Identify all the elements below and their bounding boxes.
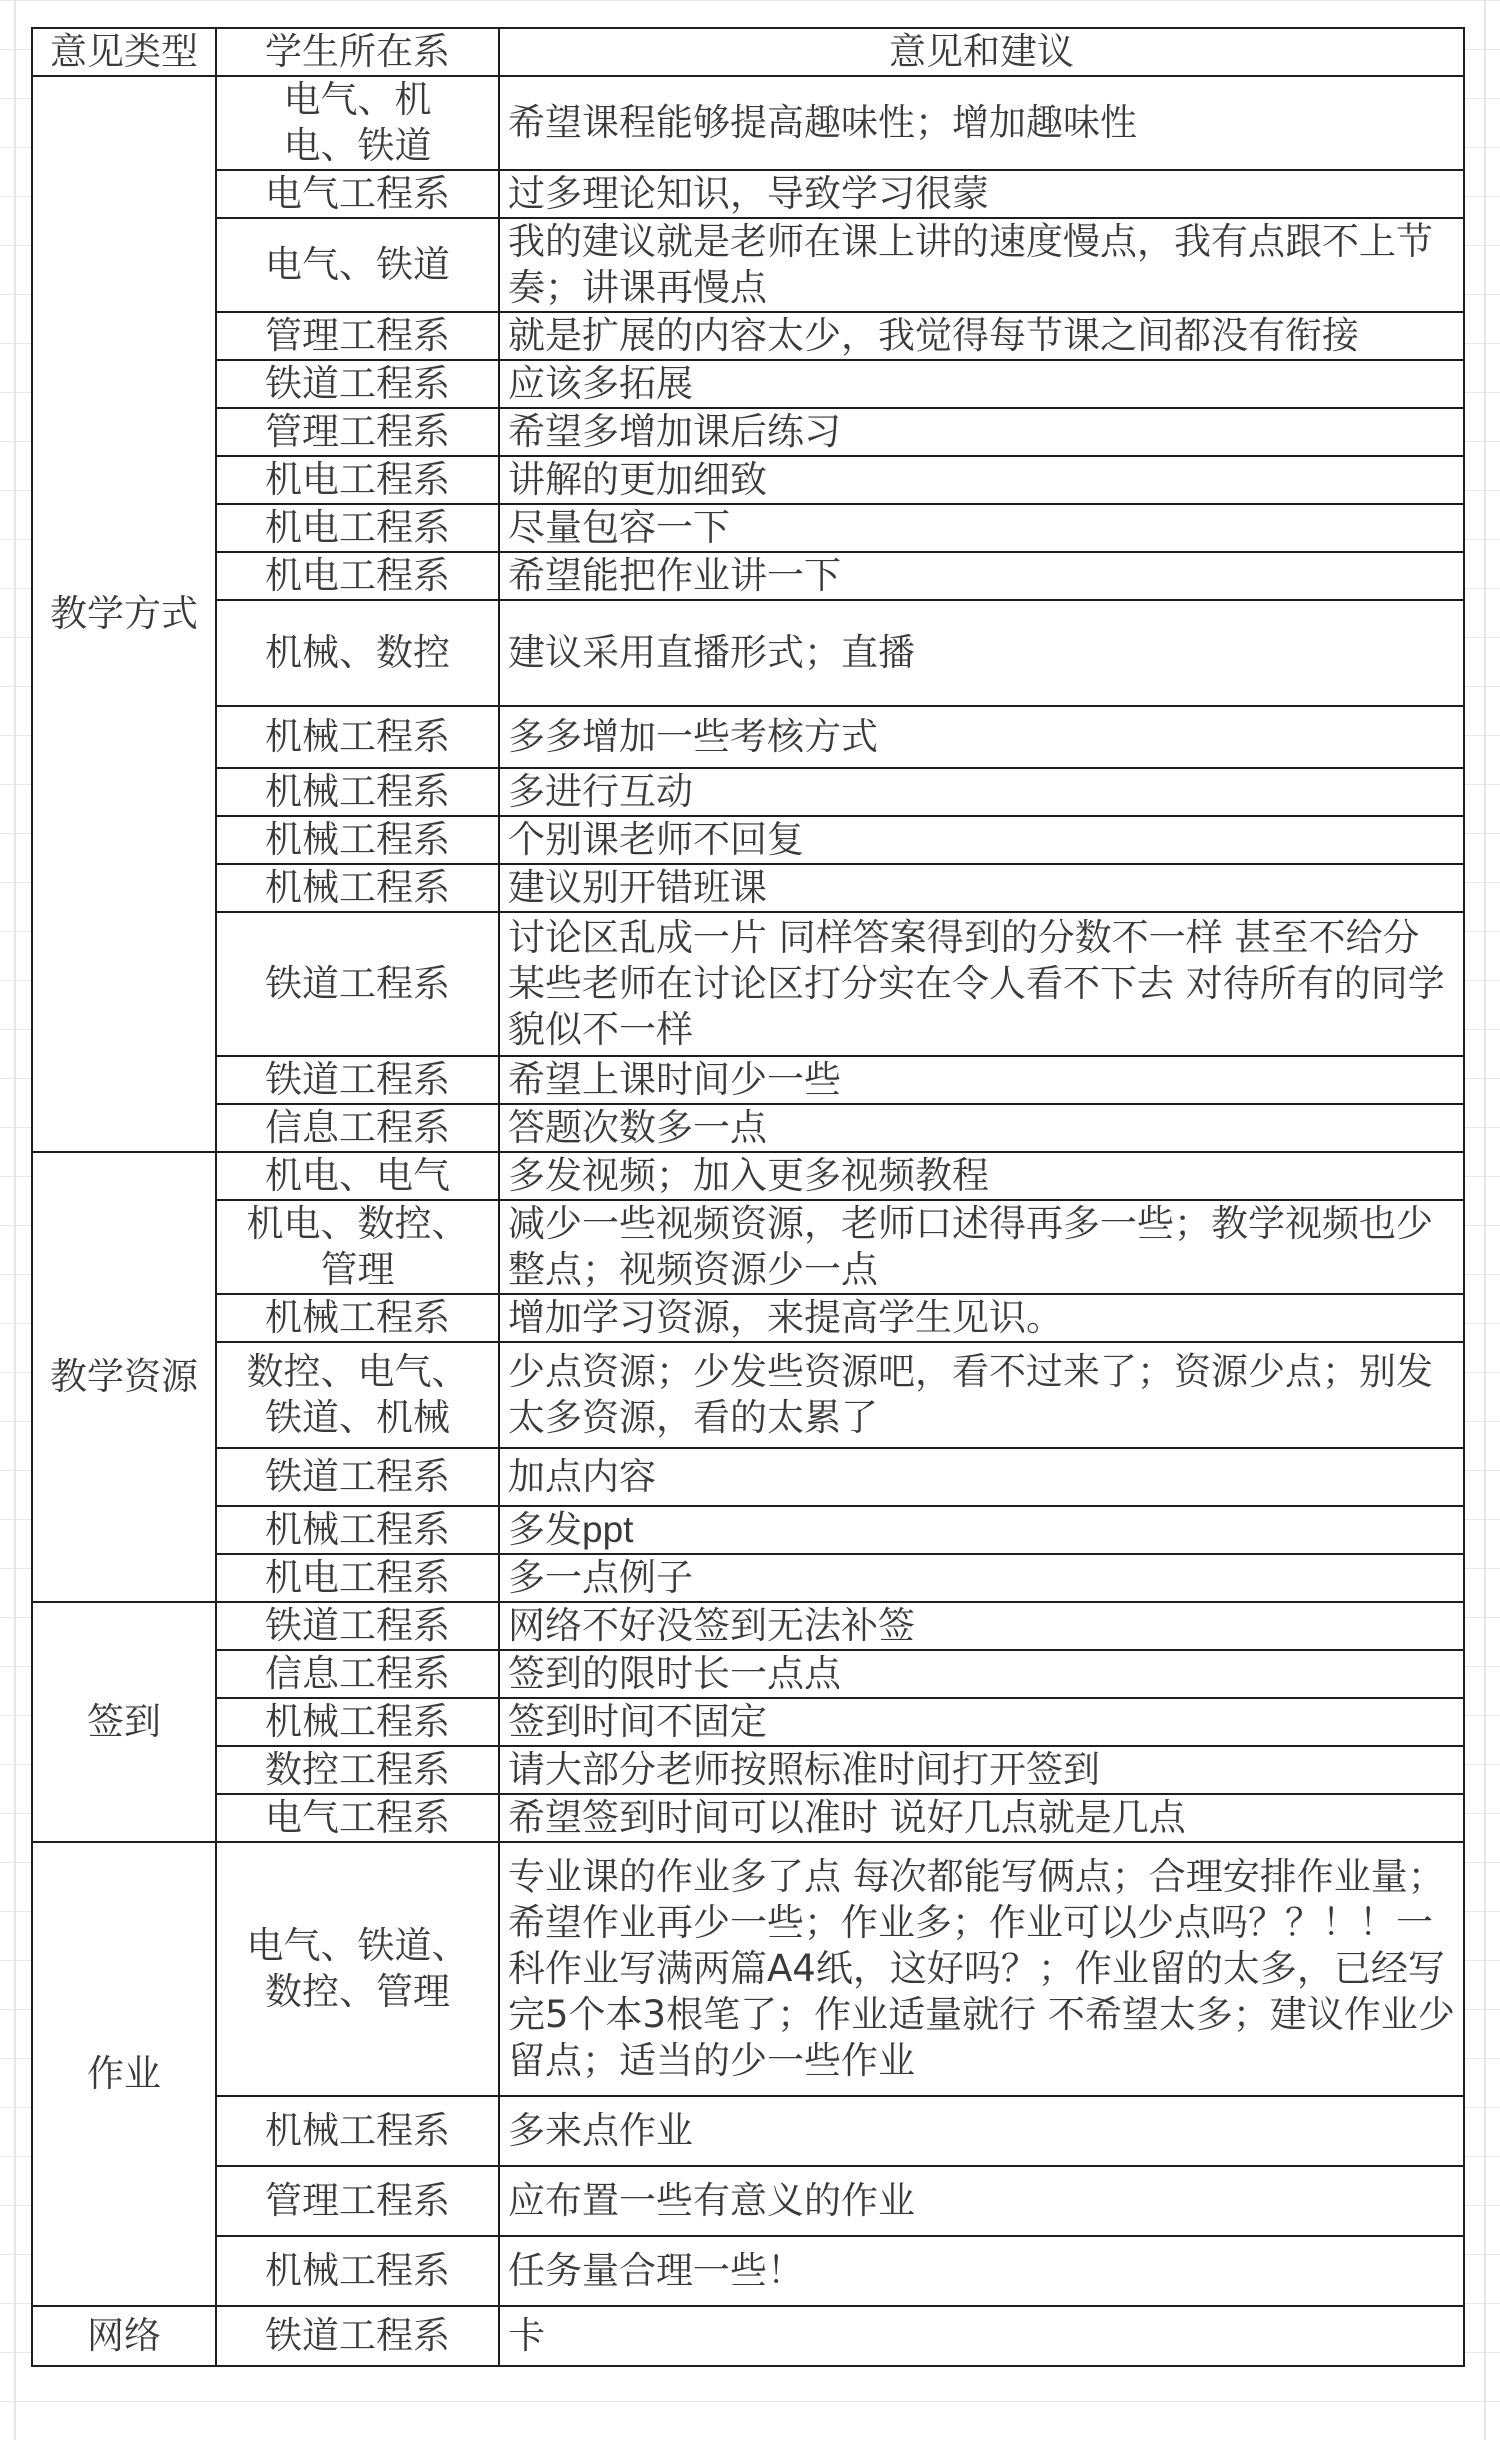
department-text: 管理工程系 bbox=[265, 2179, 450, 2222]
table-row bbox=[32, 816, 1464, 864]
opinion-text-cell bbox=[499, 768, 1464, 816]
department-cell bbox=[216, 504, 499, 552]
department-text: 机电、电气 bbox=[265, 1154, 450, 1197]
opinion-text-cell bbox=[499, 2166, 1464, 2236]
opinion-text: 希望能把作业讲一下 bbox=[508, 554, 841, 597]
table-row bbox=[32, 76, 1464, 170]
opinion-text-cell bbox=[499, 816, 1464, 864]
sheet-gridline bbox=[14, 0, 16, 2440]
feedback-table bbox=[31, 27, 1465, 2367]
department-text: 数控、电气、铁道、机械 bbox=[246, 1350, 469, 1439]
opinion-text-cell bbox=[499, 1448, 1464, 1506]
opinion-text: 希望上课时间少一些 bbox=[508, 1058, 841, 1101]
department-cell bbox=[216, 1200, 499, 1294]
department-text: 机电工程系 bbox=[265, 458, 450, 501]
department-text: 铁道工程系 bbox=[265, 2314, 450, 2357]
opinion-text: 多发视频；加入更多视频教程 bbox=[508, 1154, 989, 1197]
department-cell bbox=[216, 360, 499, 408]
department-text: 铁道工程系 bbox=[265, 1455, 450, 1498]
department-cell bbox=[216, 1554, 499, 1602]
opinion-text: 就是扩展的内容太少，我觉得每节课之间都没有衔接 bbox=[508, 314, 1359, 357]
table-row bbox=[32, 864, 1464, 912]
opinion-text-cell bbox=[499, 312, 1464, 360]
opinion-text-cell bbox=[499, 1650, 1464, 1698]
department-text: 机械工程系 bbox=[265, 2249, 450, 2292]
opinion-text: 少点资源；少发些资源吧，看不过来了；资源少点；别发太多资源，看的太累了 bbox=[508, 1350, 1433, 1439]
opinion-text-cell bbox=[499, 1056, 1464, 1104]
opinion-text: 任务量合理一些！ bbox=[508, 2249, 804, 2292]
opinion-text: 希望签到时间可以准时 说好几点就是几点 bbox=[508, 1796, 1186, 1839]
department-cell bbox=[216, 2166, 499, 2236]
opinion-type-cell: 教学方式 bbox=[32, 76, 216, 1152]
department-text: 铁道工程系 bbox=[265, 1604, 450, 1647]
table-row bbox=[32, 1342, 1464, 1448]
opinion-text: 签到的限时长一点点 bbox=[508, 1652, 841, 1695]
opinion-text-cell bbox=[499, 360, 1464, 408]
opinion-text: 卡 bbox=[508, 2314, 545, 2357]
opinion-text: 多多增加一些考核方式 bbox=[508, 715, 878, 758]
opinion-text-cell bbox=[499, 1794, 1464, 1842]
opinion-text-cell bbox=[499, 170, 1464, 218]
sheet-gridline bbox=[1484, 0, 1486, 2440]
department-text: 电气、机电、铁道 bbox=[283, 78, 432, 167]
opinion-text: 过多理论知识，导致学习很蒙 bbox=[508, 172, 989, 215]
table-row bbox=[32, 2306, 1464, 2366]
department-cell bbox=[216, 1342, 499, 1448]
department-text: 机械工程系 bbox=[265, 1508, 450, 1551]
department-cell bbox=[216, 2306, 499, 2366]
table-row bbox=[32, 1602, 1464, 1650]
department-cell bbox=[216, 312, 499, 360]
opinion-text-cell bbox=[499, 218, 1464, 312]
table-row bbox=[32, 912, 1464, 1056]
department-text: 铁道工程系 bbox=[265, 962, 450, 1005]
department-cell bbox=[216, 1152, 499, 1200]
department-text: 铁道工程系 bbox=[265, 362, 450, 405]
opinion-text: 讨论区乱成一片 同样答案得到的分数不一样 甚至不给分 某些老师在讨论区打分实在令人看不下去 对待所有的同学貌似不一样 bbox=[508, 916, 1445, 1051]
department-cell bbox=[216, 1056, 499, 1104]
opinion-type-cell: 签到 bbox=[32, 1602, 216, 1842]
opinion-text-cell bbox=[499, 552, 1464, 600]
department-text: 数控工程系 bbox=[265, 1748, 450, 1791]
department-cell bbox=[216, 1294, 499, 1342]
opinion-text: 应该多拓展 bbox=[508, 362, 693, 405]
department-text: 机械工程系 bbox=[265, 818, 450, 861]
table-row bbox=[32, 1746, 1464, 1794]
opinion-text-cell bbox=[499, 2306, 1464, 2366]
opinion-text-cell bbox=[499, 600, 1464, 706]
opinion-text: 多发 bbox=[508, 1508, 582, 1551]
header-opinions: 意见和建议 bbox=[499, 28, 1464, 76]
header-department: 学生所在系 bbox=[216, 28, 499, 76]
department-cell bbox=[216, 1698, 499, 1746]
table-row bbox=[32, 552, 1464, 600]
department-cell bbox=[216, 2096, 499, 2166]
department-text: 电气工程系 bbox=[265, 1796, 450, 1839]
table-row bbox=[32, 2166, 1464, 2236]
table-row bbox=[32, 706, 1464, 768]
table-row bbox=[32, 1650, 1464, 1698]
opinion-text: 讲解的更加细致 bbox=[508, 458, 767, 501]
opinion-text: 专业课的作业多了点 每次都能写俩点；合理安排作业量；希望作业再少一些；作业多；作业可以少点吗？？！！一科作业写满两篇A4纸，这好吗？；作业留的太多，已经写完5个本3根笔了；作业适量就行 不希望太多；建议作业少留点；适当的少一些作业 bbox=[508, 1855, 1455, 2082]
opinion-text: 我的建议就是老师在课上讲的速度慢点，我有点跟不上节奏；讲课再慢点 bbox=[508, 220, 1433, 309]
opinion-text-cell bbox=[499, 1842, 1464, 2096]
department-cell bbox=[216, 2236, 499, 2306]
opinion-text-cell bbox=[499, 864, 1464, 912]
department-text: 信息工程系 bbox=[265, 1106, 450, 1149]
header-row bbox=[32, 28, 1464, 76]
opinion-text: 答题次数多一点 bbox=[508, 1106, 767, 1149]
opinion-type-cell: 网络 bbox=[32, 2306, 216, 2366]
department-cell bbox=[216, 76, 499, 170]
department-cell bbox=[216, 218, 499, 312]
department-text: 电气、铁道、数控、管理 bbox=[246, 1924, 469, 2013]
opinion-text-cell bbox=[499, 1506, 1464, 1554]
opinion-text-cell bbox=[499, 706, 1464, 768]
department-text: 机械、数控 bbox=[265, 631, 450, 674]
department-text: 铁道工程系 bbox=[265, 1058, 450, 1101]
opinion-text-cell bbox=[499, 1746, 1464, 1794]
department-cell bbox=[216, 912, 499, 1056]
department-cell bbox=[216, 864, 499, 912]
table-row bbox=[32, 1200, 1464, 1294]
table-row bbox=[32, 504, 1464, 552]
opinion-text-cell bbox=[499, 1698, 1464, 1746]
opinion-text-cell bbox=[499, 408, 1464, 456]
department-text: 电气工程系 bbox=[265, 172, 450, 215]
opinion-text-cell bbox=[499, 1104, 1464, 1152]
opinion-text: 多来点作业 bbox=[508, 2109, 693, 2152]
department-cell bbox=[216, 816, 499, 864]
opinion-type-cell: 教学资源 bbox=[32, 1152, 216, 1602]
opinion-text: 多一点例子 bbox=[508, 1556, 693, 1599]
department-cell bbox=[216, 1746, 499, 1794]
department-text: 机电工程系 bbox=[265, 1556, 450, 1599]
opinion-text: 请大部分老师按照标准时间打开签到 bbox=[508, 1748, 1100, 1791]
opinion-text-cell bbox=[499, 456, 1464, 504]
opinion-text: 增加学习资源，来提高学生见识。 bbox=[508, 1296, 1063, 1339]
department-text: 电气、铁道 bbox=[265, 243, 450, 286]
department-cell bbox=[216, 456, 499, 504]
table-row bbox=[32, 2236, 1464, 2306]
department-text: 机电工程系 bbox=[265, 506, 450, 549]
opinion-text: 建议采用直播形式；直播 bbox=[508, 631, 915, 674]
department-text: 机电工程系 bbox=[265, 554, 450, 597]
table-row bbox=[32, 170, 1464, 218]
department-cell bbox=[216, 1448, 499, 1506]
opinion-text: 希望多增加课后练习 bbox=[508, 410, 841, 453]
department-cell bbox=[216, 552, 499, 600]
opinion-text-cell bbox=[499, 1200, 1464, 1294]
table-row bbox=[32, 360, 1464, 408]
opinion-text-cell bbox=[499, 912, 1464, 1056]
opinion-text-cell bbox=[499, 1152, 1464, 1200]
table-row bbox=[32, 1448, 1464, 1506]
opinion-text-cell bbox=[499, 2096, 1464, 2166]
department-text: 机械工程系 bbox=[265, 1700, 450, 1743]
opinion-text-latin: ppt bbox=[582, 1509, 634, 1550]
opinion-text: 尽量包容一下 bbox=[508, 506, 730, 549]
department-text: 管理工程系 bbox=[265, 410, 450, 453]
table-row bbox=[32, 1152, 1464, 1200]
table-row bbox=[32, 2096, 1464, 2166]
table-row bbox=[32, 1794, 1464, 1842]
table-row bbox=[32, 408, 1464, 456]
opinion-text-cell bbox=[499, 504, 1464, 552]
table-row bbox=[32, 1294, 1464, 1342]
department-text: 机械工程系 bbox=[265, 866, 450, 909]
department-cell bbox=[216, 768, 499, 816]
department-cell bbox=[216, 408, 499, 456]
opinion-text: 签到时间不固定 bbox=[508, 1700, 767, 1743]
department-cell bbox=[216, 1104, 499, 1152]
table-row bbox=[32, 768, 1464, 816]
department-text: 机械工程系 bbox=[265, 770, 450, 813]
department-cell bbox=[216, 1650, 499, 1698]
opinion-text: 个别课老师不回复 bbox=[508, 818, 804, 861]
department-cell bbox=[216, 600, 499, 706]
opinion-text-cell bbox=[499, 1294, 1464, 1342]
table-row bbox=[32, 1056, 1464, 1104]
department-text: 管理工程系 bbox=[265, 314, 450, 357]
department-cell bbox=[216, 1602, 499, 1650]
table-row bbox=[32, 600, 1464, 706]
opinion-text: 加点内容 bbox=[508, 1455, 656, 1498]
department-text: 机电、数控、管理 bbox=[246, 1202, 469, 1291]
department-cell bbox=[216, 1506, 499, 1554]
table-row bbox=[32, 456, 1464, 504]
opinion-text-cell bbox=[499, 2236, 1464, 2306]
opinion-text: 减少一些视频资源，老师口述得再多一些；教学视频也少整点；视频资源少一点 bbox=[508, 1202, 1433, 1291]
opinion-text: 网络不好没签到无法补签 bbox=[508, 1604, 915, 1647]
opinion-text-cell bbox=[499, 1602, 1464, 1650]
table-row bbox=[32, 1698, 1464, 1746]
department-text: 机械工程系 bbox=[265, 2109, 450, 2152]
opinion-text: 建议别开错班课 bbox=[508, 866, 767, 909]
opinion-type-cell: 作业 bbox=[32, 1842, 216, 2306]
department-cell bbox=[216, 1794, 499, 1842]
opinion-text-cell bbox=[499, 1554, 1464, 1602]
department-cell bbox=[216, 170, 499, 218]
table-row bbox=[32, 1104, 1464, 1152]
header-opinion-type: 意见类型 bbox=[32, 28, 216, 76]
opinion-text: 应布置一些有意义的作业 bbox=[508, 2179, 915, 2222]
department-text: 机械工程系 bbox=[265, 715, 450, 758]
department-text: 信息工程系 bbox=[265, 1652, 450, 1695]
opinion-text: 希望课程能够提高趣味性；增加趣味性 bbox=[508, 101, 1137, 144]
department-text: 机械工程系 bbox=[265, 1296, 450, 1339]
department-cell bbox=[216, 706, 499, 768]
opinion-text: 多进行互动 bbox=[508, 770, 693, 813]
opinion-text-cell bbox=[499, 1342, 1464, 1448]
table-row bbox=[32, 1554, 1464, 1602]
table-row bbox=[32, 218, 1464, 312]
opinion-text-cell bbox=[499, 76, 1464, 170]
table-row bbox=[32, 1842, 1464, 2096]
table-row bbox=[32, 312, 1464, 360]
table-row bbox=[32, 1506, 1464, 1554]
department-cell bbox=[216, 1842, 499, 2096]
